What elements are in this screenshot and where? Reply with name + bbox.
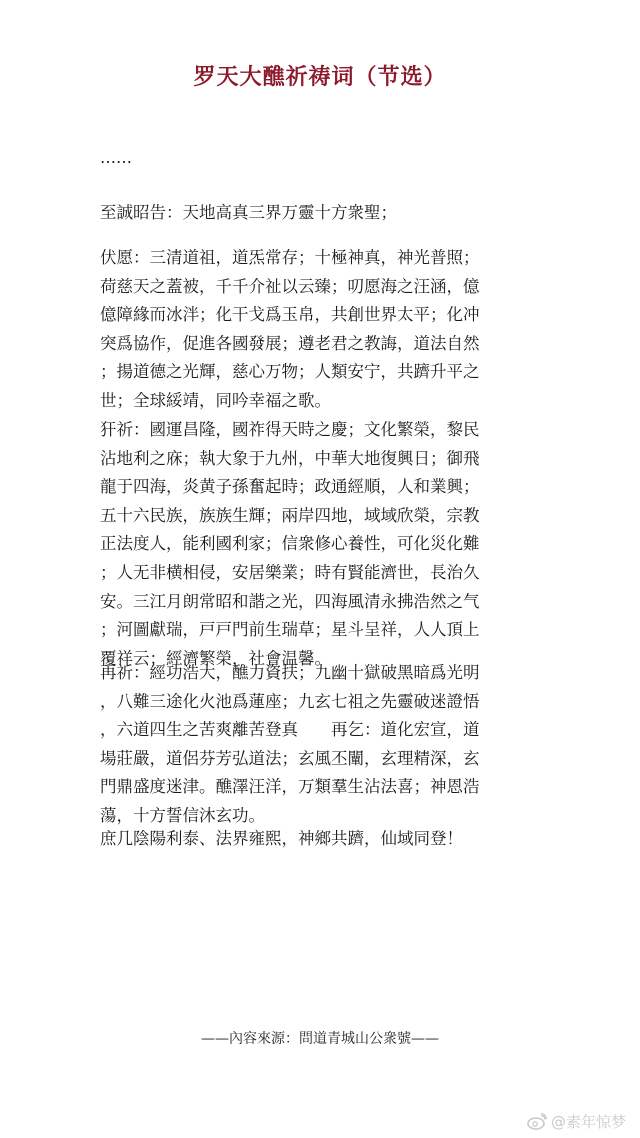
paragraph-line: 正法度人，能利國利家；信衆修心養性，可化災化難	[100, 534, 480, 554]
zaiqi-paragraph	[100, 659, 540, 831]
paragraph-line: 覆祥云；經濟繁榮，社會温馨。	[100, 648, 331, 668]
closing-paragraph	[100, 825, 540, 854]
qiandao-paragraph	[100, 416, 540, 673]
paragraph-line: 沾地利之庥；執大象于九州，中華大地復興日；御飛	[100, 448, 480, 468]
source-attribution: ——內容來源：問道青城山公衆號——	[201, 1031, 439, 1047]
fuyuan-paragraph	[100, 244, 540, 416]
omission-ellipsis: ……	[100, 148, 132, 167]
salutation-paragraph	[100, 199, 540, 228]
paragraph-line: 再祈：經功浩大，醮力資扶；九幽十獄破黑暗爲光明	[100, 663, 480, 682]
paragraph-line: 五十六民族，族族生輝；兩岸四地，域域欣榮，宗教	[100, 505, 480, 525]
paragraph-line: 億障緣而冰泮；化干戈爲玉帛，共創世界太平；化冲	[100, 305, 480, 325]
paragraph-line: 突爲協作，促進各國發展；遵老君之教誨，道法自然	[100, 333, 480, 353]
paragraph-line: 蕩，十方誓信沐玄功。	[100, 805, 265, 825]
paragraph-line: ，六道四生之苦爽離苦登真 再乞：道化宏宣，道	[100, 720, 480, 740]
paragraph-line: ；揚道德之光輝，慈心万物；人類安宁，共躋升平之	[100, 362, 480, 382]
watermark-text: @素年惊梦	[550, 1113, 626, 1131]
paragraph-line: 龍于四海，炎黄子孫奮起時；政通經順，人和業興；	[100, 477, 480, 497]
watermark	[527, 1111, 626, 1132]
paragraph-line: ；河圖獻瑞，戸戸門前生瑞草；星斗呈祥，人人頂上	[100, 620, 480, 640]
document-title: 罗天大醮祈祷词（节选）	[193, 64, 447, 90]
weibo-icon	[527, 1113, 547, 1130]
paragraph-line: 荷慈天之蓋被，千千介祉以云臻；叨愿海之汪涵，億	[100, 276, 480, 296]
paragraph-line: ；人无非横相侵，安居樂業；時有賢能濟世，長治久	[100, 562, 480, 582]
paragraph-line: ，八難三途化火池爲蓮座；九玄七祖之先靈破迷證悟	[100, 691, 480, 711]
salutation-line: 至誠昭告：天地高真三界万靈十方衆聖；	[100, 203, 397, 222]
paragraph-line: 場莊嚴，道侶芬芳弘道法；玄風丕闡，玄理精深，玄	[100, 748, 480, 768]
closing-line: 庶几陰陽利泰、法界雍熙，神鄉共躋，仙域同登！	[100, 829, 463, 848]
paragraph-line: 門鼎盛度迷津。醮澤汪洋，万類羣生沾法喜；神恩浩	[100, 777, 480, 797]
paragraph-line: 犴祈：國運昌隆，國祚得天時之慶；文化繁榮，黎民	[100, 420, 480, 439]
paragraph-line: 伏愿：三清道祖，道炁常存；十極神真，神光普照；	[100, 248, 480, 267]
paragraph-line: 世；全球綏靖，同吟幸福之歌。	[100, 390, 331, 410]
paragraph-line: 安。三江月朗常昭和諧之光，四海風清永拂浩然之气	[100, 591, 480, 611]
